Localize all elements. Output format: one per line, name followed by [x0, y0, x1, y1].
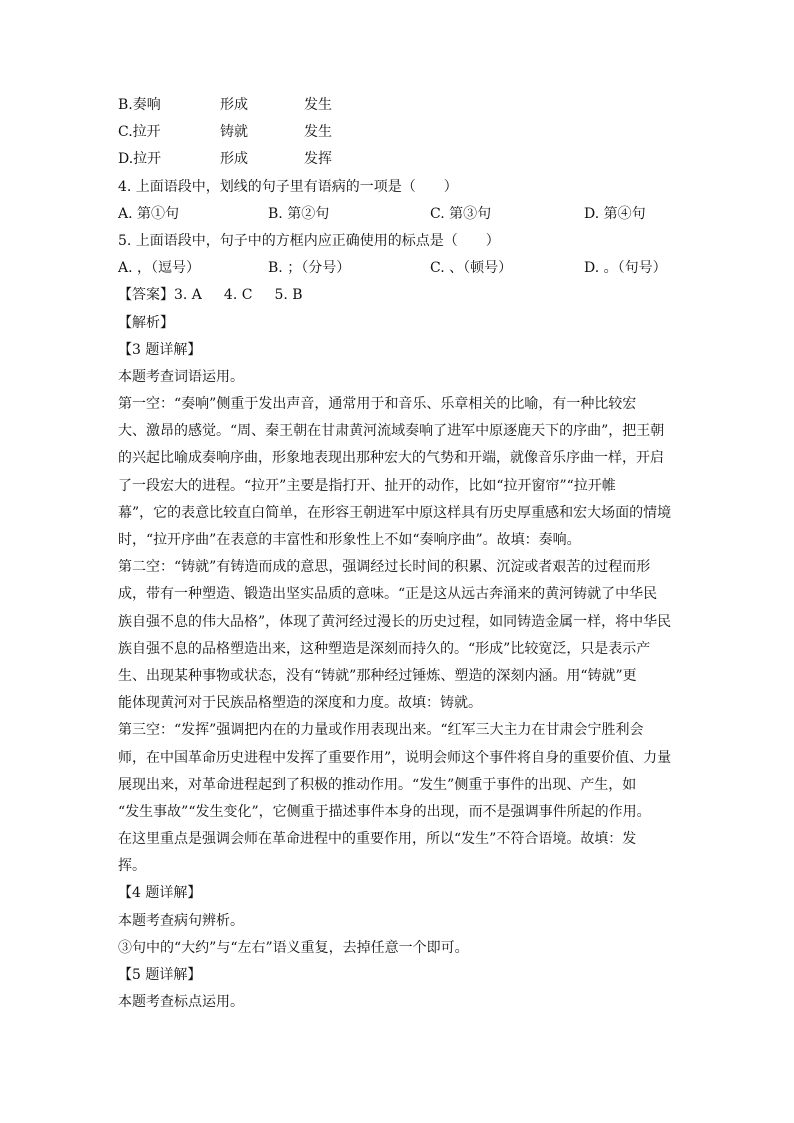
answer-line	[118, 282, 678, 309]
section-4-intro: 本题考查病句辨析。	[118, 912, 244, 929]
text-line: 师，在中国革命历史进程中发挥了重要作用”，说明会师这个事件将自身的重要价值、力量	[118, 749, 672, 766]
q3-option-c	[118, 119, 678, 146]
text-line: 在这里重点是强调会师在革命进程中的重要作用，所以“发生”不符合语境。故填：发	[118, 831, 637, 848]
text-line: 了一段宏大的进程。“拉开”主要是指打开、扯开的动作，比如“拉开窗帘”“拉开帷	[118, 477, 616, 494]
q4-option-b: B. 第②句	[268, 205, 330, 222]
text-line: 幕”，它的表意比较直白简单，在形容王朝进军中原这样具有历史厚重感和宏大场面的情境	[118, 504, 672, 521]
text-line: 族自强不息的品格塑造出来，这种塑造是深刻而持久的。“形成”比较宽泛，只是表示产	[118, 640, 651, 657]
q5-option-c: C. 、（顿号）	[430, 260, 513, 277]
text-line: 大、激昂的感觉。“周、秦王朝在甘肃黄河流域奏响了进军中原逐鹿天下的序曲”，把王朝	[118, 423, 665, 440]
section-4-detail: ③句中的“大约”与“左右”语义重复，去掉任意一个即可。	[118, 939, 469, 956]
document-page	[118, 92, 678, 1016]
section-3-blank-3	[118, 717, 678, 880]
section-3-intro: 本题考查词语运用。	[118, 368, 244, 385]
q4-option-a: A. 第①句	[118, 205, 180, 222]
text-line: 第二空：“铸就”有铸造而成的意思，强调经过长时间的积累、沉淀或者艰苦的过程而形	[118, 559, 651, 576]
option-word-2: 铸就	[220, 124, 248, 141]
text-line: 第三空：“发挥”强调把内在的力量或作用表现出来。“红军三大主力在甘肃会宁胜利会	[118, 722, 644, 739]
answer-4: 4. C	[223, 287, 253, 304]
section-3-heading: 【3 题详解】	[118, 341, 202, 358]
section-5-intro: 本题考查标点运用。	[118, 994, 244, 1011]
section-3-blank-2	[118, 554, 678, 717]
text-line: 的兴起比喻成奏响序曲，形象地表现出那种宏大的气势和开端，就像音乐序曲一样，开启	[118, 450, 664, 467]
q3-option-b	[118, 92, 678, 119]
text-line: 生、出现某种事物或状态，没有“铸就”那种经过锤炼、塑造的深刻内涵。用“铸就”更	[118, 667, 637, 684]
option-word-3: 发挥	[304, 151, 332, 168]
section-5-heading: 【5 题详解】	[118, 967, 202, 983]
text-line: 成，带有一种塑造、锻造出坚实品质的意味。“正是这从远古奔涌来的黄河铸就了中华民	[118, 586, 658, 603]
text-line: 第一空：“奏响”侧重于发出声音，通常用于和音乐、乐章相关的比喻，有一种比较宏	[118, 396, 637, 413]
option-word-2: 形成	[220, 151, 248, 168]
text-line: 能体现黄河对于民族品格塑造的深度和力度。故填：铸就。	[118, 695, 482, 712]
answer-5: 5. B	[274, 287, 303, 304]
text-line: 挥。	[118, 858, 146, 875]
option-word-2: 形成	[220, 97, 248, 113]
q5-option-d: D. 。（句号）	[584, 260, 667, 277]
q5-option-b: B. ；（分号）	[268, 260, 351, 277]
text-line: “发生事故”“发生变化”，它侧重于描述事件本身的出现，而不是强调事件所起的作用。	[118, 803, 651, 820]
section-4-heading: 【4 题详解】	[118, 885, 202, 902]
question-5-stem: 5. 上面语段中，句子中的方框内应正确使用的标点是（ ）	[118, 232, 500, 249]
text-line: 族自强不息的伟大品格”，体现了黄河经过漫长的历史过程，如同铸造金属一样，将中华民	[118, 613, 672, 630]
q4-option-d: D. 第④句	[584, 205, 646, 222]
option-label: B.奏响	[118, 97, 161, 113]
option-word-3: 发生	[304, 97, 332, 113]
q3-option-d	[118, 146, 678, 173]
option-label: D.拉开	[118, 151, 162, 168]
question-5-options	[118, 255, 678, 282]
answer-3: 【答案】3. A	[118, 287, 202, 304]
question-4-stem: 4. 上面语段中，划线的句子里有语病的一项是（ ）	[118, 178, 458, 195]
analysis-label: 【解析】	[118, 314, 174, 331]
text-line: 展现出来，对革命进程起到了积极的推动作用。“发生”侧重于事件的出现、产生，如	[118, 776, 637, 793]
section-3-blank-1	[118, 391, 678, 554]
question-4-options	[118, 201, 678, 228]
q4-option-c: C. 第③句	[430, 205, 492, 222]
text-line: 时，“拉开序曲”在表意的丰富性和形象性上不如“奏响序曲”。故填：奏响。	[118, 532, 581, 548]
option-label: C.拉开	[118, 124, 161, 141]
option-word-3: 发生	[304, 124, 332, 141]
q5-option-a: A. ，（逗号）	[118, 260, 201, 277]
